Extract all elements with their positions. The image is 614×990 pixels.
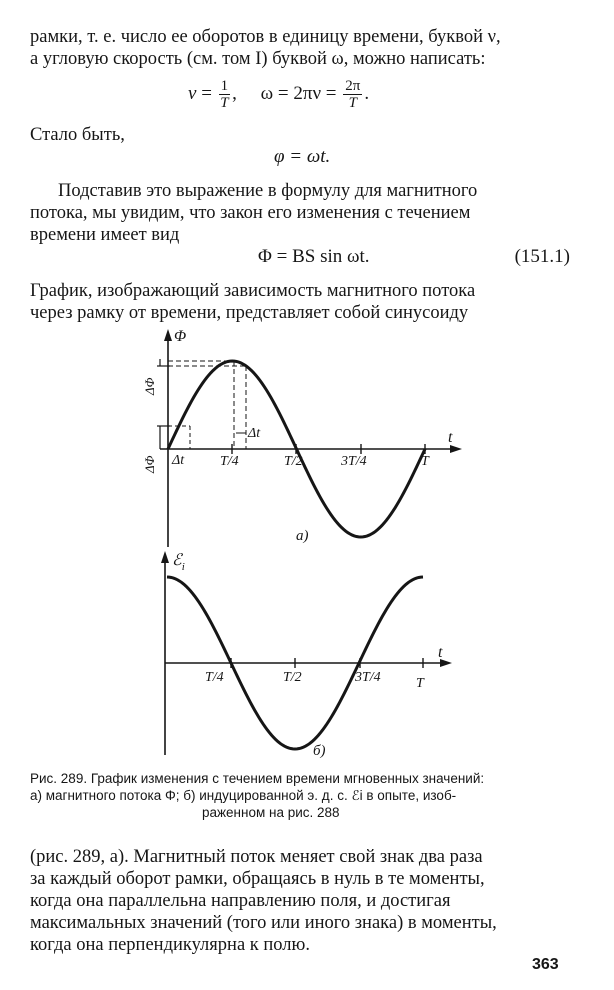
text-line: через рамку от времени, представляет собой синусоиду <box>30 303 469 323</box>
eq-symbol-nu: ν <box>188 82 197 104</box>
paragraph-top <box>30 26 570 70</box>
equation-flux: Φ = BS sin ωt. <box>258 246 370 267</box>
y-axis-subscript: i <box>181 561 185 573</box>
paragraph-mid <box>30 180 570 246</box>
x-tick-label: 3T/4 <box>341 454 367 469</box>
y-axis-label <box>172 552 185 573</box>
eq-separator: , <box>232 82 237 104</box>
panel-label: б) <box>313 743 326 759</box>
delta-phi-label: ΔΦ <box>142 377 157 395</box>
text-line: Подставив это выражение в формулу для магнитного <box>58 181 478 201</box>
eq-dot: . <box>364 82 370 104</box>
text-line: рамки, т. е. число ее оборотов в единицу времени, буквой ν, <box>30 27 501 47</box>
text-line: когда она перпендикулярна к полю. <box>30 935 310 955</box>
x-tick-label: T/2 <box>283 670 302 685</box>
x-tick-label: T <box>416 676 424 691</box>
paragraph-bottom <box>30 846 570 956</box>
frac-denominator: T <box>220 95 229 111</box>
x-axis-label: t <box>448 429 453 446</box>
fraction-one-over-t <box>219 78 231 111</box>
delta-t-label: Δt <box>248 426 261 441</box>
delta-phi-label: ΔΦ <box>142 455 157 473</box>
x-tick-label: 3T/4 <box>355 670 381 685</box>
equation-nu-omega <box>188 78 369 111</box>
figure-a-flux-graph <box>0 325 614 555</box>
y-axis-arrow <box>164 329 172 341</box>
text-line: а угловую скорость (см. том I) буквой ω, можно написать: <box>30 49 486 69</box>
paragraph-graph <box>30 280 570 324</box>
equation-number: (151.1) <box>514 246 570 267</box>
text-line: Стало быть, <box>30 125 125 145</box>
figure-b-emf-graph <box>0 547 614 762</box>
paragraph-hence <box>30 124 570 146</box>
text-line: График, изображающий зависимость магнитного потока <box>30 281 476 301</box>
text-line: максимальных значений (того или иного знака) в моменты, <box>30 913 497 933</box>
delta-t-label: Δt <box>172 453 185 468</box>
figure-caption <box>30 770 575 821</box>
text-line: времени имеет вид <box>30 225 180 245</box>
fraction-2pi-over-t <box>343 78 362 111</box>
y-axis-label: Φ <box>174 328 187 345</box>
frac-numerator: 1 <box>220 78 229 94</box>
x-tick-label: T/4 <box>205 670 224 685</box>
frac-numerator: 2π <box>345 78 361 94</box>
y-axis-symbol: ℰ <box>172 552 182 569</box>
equation-phi: φ = ωt. <box>274 146 331 167</box>
caption-line: Рис. 289. График изменения с течением времени мгновенных значений: <box>30 771 485 786</box>
caption-line: раженном на рис. 288 <box>202 805 340 820</box>
eq-equals: = <box>201 82 212 104</box>
y-axis-arrow <box>161 551 169 563</box>
panel-label: а) <box>296 528 309 544</box>
eq-omega: ω = 2πν = <box>260 82 337 104</box>
x-tick-label: T/2 <box>284 454 303 469</box>
frac-denominator: T <box>348 95 357 111</box>
x-tick-label: T/4 <box>220 454 239 469</box>
page-number: 363 <box>532 956 559 973</box>
x-axis-arrow <box>450 445 462 453</box>
text-line: когда она параллельна направлению поля, и достигая <box>30 891 451 911</box>
text-line: за каждый оборот рамки, обращаясь в нуль в те моменты, <box>30 869 485 889</box>
x-axis-label: t <box>438 644 443 661</box>
text-line: потока, мы увидим, что закон его изменения с течением <box>30 203 471 223</box>
x-tick-label: T <box>421 454 429 469</box>
caption-line: а) магнитного потока Φ; б) индуцированной э. д. с. ℰi в опыте, изоб- <box>30 788 457 803</box>
text-line: (рис. 289, а). Магнитный поток меняет свой знак два раза <box>30 847 483 867</box>
